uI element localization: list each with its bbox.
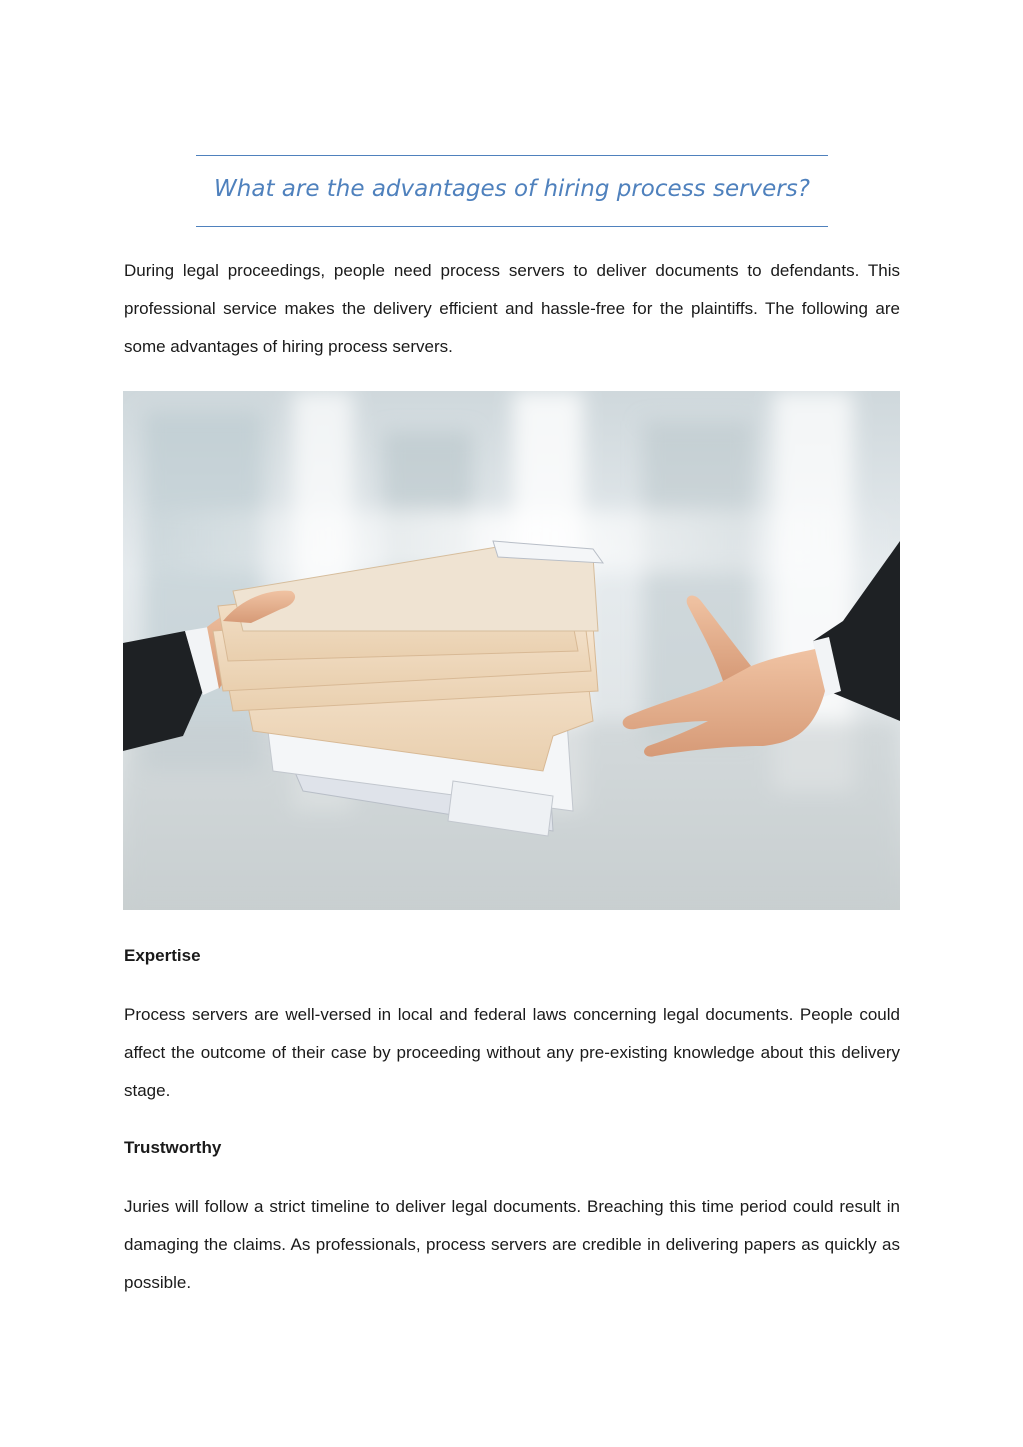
section-body-expertise: Process servers are well-versed in local and federal laws concerning legal documents. People could affect the outcome of their case by proceeding without any pre-existing knowledge about this delivery stage. [124,1005,900,1100]
section-body-trustworthy: Juries will follow a strict timeline to deliver legal documents. Breaching this time period could result in damaging the claims. As professionals, process servers are credible in delivering papers as quickly as possible. [124,1197,900,1292]
intro-paragraph: During legal proceedings, people need process servers to deliver documents to defendants. This professional service makes the delivery efficient and hassle-free for the plaintiffs. The following are some advantages of hiring process servers. [124,261,900,356]
page-title: What are the advantages of hiring process servers? [214,176,810,202]
title-block [196,155,828,227]
hands-exchanging-folders-photo [123,391,900,910]
section-heading-trustworthy: Trustworthy [124,1138,222,1157]
section-heading-expertise: Expertise [124,946,201,965]
